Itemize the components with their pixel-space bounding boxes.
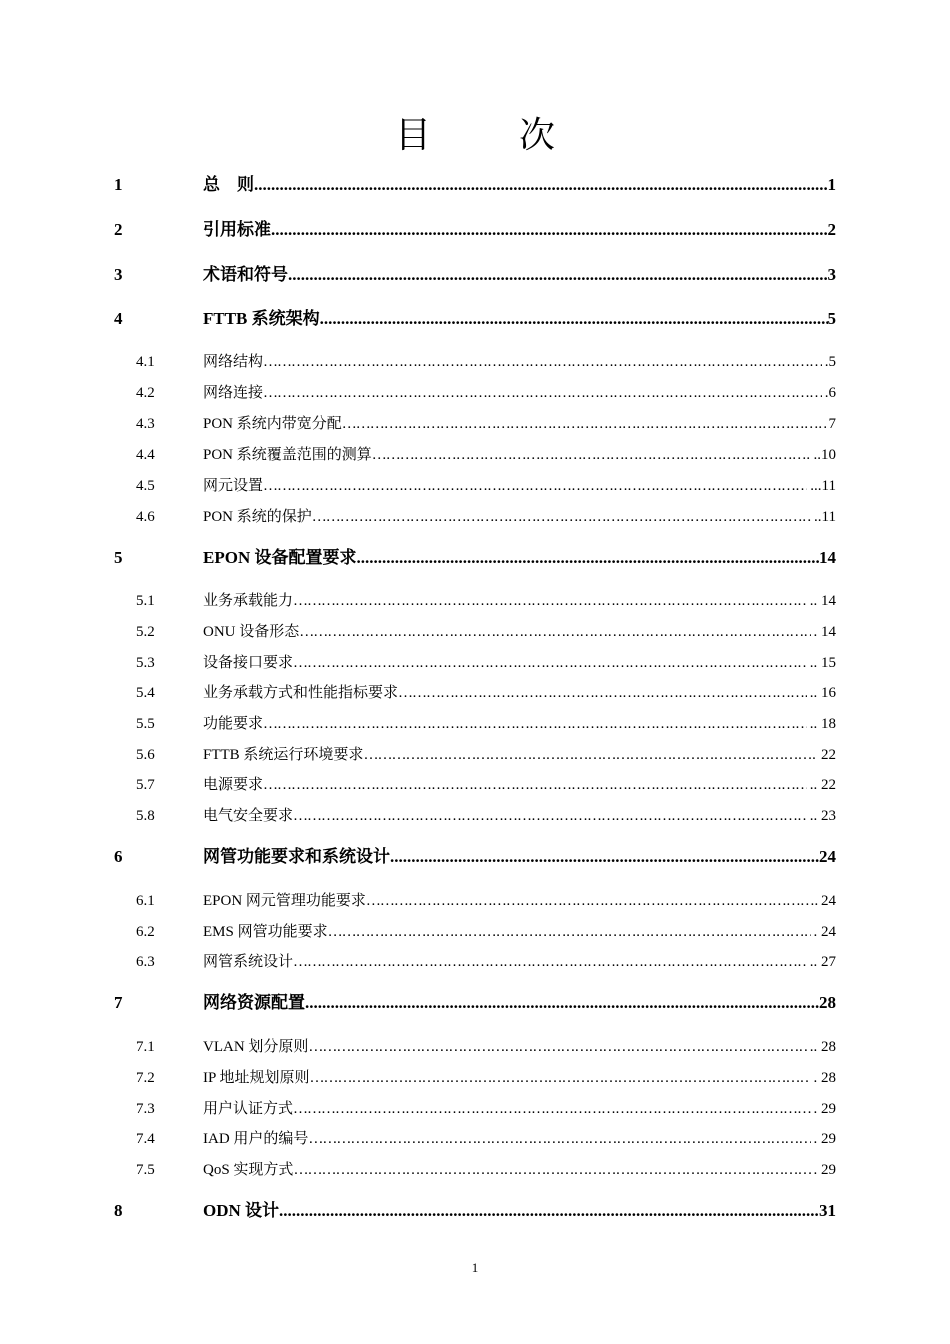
toc-entry-number: 6.2 <box>136 924 155 940</box>
toc-section-entry[interactable] <box>0 1035 950 1059</box>
toc-entry-page: .. 27 <box>809 954 836 970</box>
toc-entry-title: IAD 用户的编号 <box>203 1131 309 1147</box>
toc-entry-title: 网管功能要求和系统设计 <box>203 847 390 866</box>
toc-entry-line <box>203 743 836 767</box>
toc-chapter-entry[interactable] <box>0 845 950 869</box>
toc-section-entry[interactable] <box>0 505 950 529</box>
dot-leader <box>308 1035 806 1059</box>
toc-entry-page: .5 <box>824 354 836 370</box>
toc-section-entry[interactable] <box>0 920 950 944</box>
toc-entry-line <box>203 773 836 797</box>
toc-entry-number: 3 <box>114 265 123 284</box>
toc-entry-page: .. 16 <box>809 685 836 701</box>
toc-entry-number: 4.5 <box>136 478 155 494</box>
toc-entry-number: 7 <box>114 993 123 1012</box>
toc-entry-title: 电气安全要求 <box>203 808 294 824</box>
toc-entry-line <box>203 589 836 613</box>
toc-section-entry[interactable] <box>0 474 950 498</box>
toc-entry-number: 4.4 <box>136 447 155 463</box>
dot-leader <box>263 712 807 736</box>
toc-entry-number: 5.2 <box>136 624 155 640</box>
toc-entry-page: 28 <box>819 993 836 1012</box>
toc-entry-page: 5 <box>827 309 836 328</box>
toc-section-entry[interactable] <box>0 350 950 374</box>
toc-entry-title: 网络连接 <box>203 385 264 401</box>
toc-entry-number: 5.3 <box>136 655 155 671</box>
toc-entry-number: 2 <box>114 220 123 239</box>
toc-entry-line <box>203 350 836 374</box>
toc-entry-number: 4.1 <box>136 354 155 370</box>
toc-entry-number: 5.7 <box>136 777 155 793</box>
toc-entry-line <box>203 307 836 331</box>
dot-leader <box>271 218 828 242</box>
toc-entry-line <box>203 889 836 913</box>
toc-entry-line <box>203 263 836 287</box>
toc-entry-title: 设备接口要求 <box>203 655 294 671</box>
toc-entry-number: 5.4 <box>136 685 155 701</box>
toc-entry-line <box>203 991 836 1015</box>
dot-leader <box>263 350 822 374</box>
toc-section-entry[interactable] <box>0 889 950 913</box>
toc-entry-number: 6.1 <box>136 893 155 909</box>
toc-section-entry[interactable] <box>0 589 950 613</box>
toc-entry-number: 4 <box>114 309 123 328</box>
toc-section-entry[interactable] <box>0 443 950 467</box>
toc-entry-line <box>203 474 836 498</box>
toc-entry-page: 3 <box>827 265 836 284</box>
toc-entry-page: .. 22 <box>809 777 836 793</box>
toc-entry-page: . 24 <box>813 924 836 940</box>
toc-entry-title: EPON 网元管理功能要求 <box>203 893 366 909</box>
toc-section-entry[interactable] <box>0 743 950 767</box>
toc-entry-title: 功能要求 <box>203 716 264 732</box>
toc-entry-number: 7.2 <box>136 1070 155 1086</box>
dot-leader <box>263 381 822 405</box>
toc-entry-page: .. 14 <box>809 593 836 609</box>
toc-entry-title: FTTB 系统运行环境要求 <box>203 747 364 763</box>
toc-entry-page: ...11 <box>810 478 836 494</box>
dot-leader <box>288 263 828 287</box>
dot-leader <box>279 1199 819 1223</box>
toc-chapter-entry[interactable] <box>0 991 950 1015</box>
toc-section-entry[interactable] <box>0 1097 950 1121</box>
dot-leader <box>356 546 819 570</box>
toc-entry-number: 1 <box>114 175 123 194</box>
toc-entry-page: . 29 <box>813 1162 836 1178</box>
toc-entry-number: 4.2 <box>136 385 155 401</box>
dot-leader <box>293 589 807 613</box>
dot-leader <box>293 651 807 675</box>
toc-entry-line <box>203 218 836 242</box>
toc-entry-page: 22 <box>821 747 836 763</box>
toc-entry-number: 5 <box>114 548 123 567</box>
toc-entry-number: 7.3 <box>136 1101 155 1117</box>
toc-entry-title: 电源要求 <box>203 777 264 793</box>
toc-section-entry[interactable] <box>0 412 950 436</box>
toc-entry-page: 31 <box>819 1201 836 1220</box>
toc-entry-title: ODN 设计 <box>203 1201 280 1220</box>
toc-entry-title: EPON 设备配置要求 <box>203 548 357 567</box>
dot-leader <box>293 804 807 828</box>
toc-section-entry[interactable] <box>0 681 950 705</box>
toc-entry-line <box>203 651 836 675</box>
toc-entry-line <box>203 712 836 736</box>
toc-entry-number: 5.5 <box>136 716 155 732</box>
page-number: 1 <box>471 1260 479 1275</box>
dot-leader <box>263 474 807 498</box>
page-title: 目 次 <box>394 115 581 156</box>
toc-entry-title: QoS 实现方式 <box>203 1162 294 1178</box>
toc-section-entry[interactable] <box>0 804 950 828</box>
toc-entry-number: 5.6 <box>136 747 155 763</box>
toc-entry-title: 网络结构 <box>203 354 264 370</box>
toc-entry-number: 5.1 <box>136 593 155 609</box>
toc-entry-line <box>203 920 836 944</box>
dot-leader <box>312 505 811 529</box>
toc-chapter-entry[interactable] <box>0 1199 950 1223</box>
toc-entry-number: 7.4 <box>136 1131 155 1147</box>
toc-entry-title: PON 系统覆盖范围的测算 <box>203 447 372 463</box>
toc-entry-title: 网络资源配置 <box>203 993 305 1012</box>
dot-leader <box>372 443 811 467</box>
toc-entry-page: 2 <box>827 220 836 239</box>
toc-entry-page: . 28 <box>813 1070 836 1086</box>
toc-entry-title: 业务承载能力 <box>203 593 294 609</box>
dot-leader <box>398 681 807 705</box>
toc-entry-line <box>203 1127 836 1151</box>
toc-entry-line <box>203 412 836 436</box>
toc-entry-line <box>203 1158 836 1182</box>
toc-entry-page: 24 <box>821 893 836 909</box>
dot-leader <box>342 412 826 436</box>
dot-leader <box>310 1066 811 1090</box>
dot-leader <box>293 1097 810 1121</box>
toc-entry-line <box>203 546 836 570</box>
toc-entry-title: 网管系统设计 <box>203 954 294 970</box>
toc-chapter-entry[interactable] <box>0 173 950 197</box>
dot-leader <box>254 173 828 197</box>
dot-leader <box>390 845 819 869</box>
toc-entry-page: ..11 <box>814 509 836 525</box>
toc-section-entry[interactable] <box>0 712 950 736</box>
toc-entry-page: .. 18 <box>809 716 836 732</box>
toc-entry-line <box>203 1097 836 1121</box>
toc-entry-line <box>203 1035 836 1059</box>
toc-entry-page: . 29 <box>813 1101 836 1117</box>
toc-entry-number: 7.5 <box>136 1162 155 1178</box>
toc-entry-line <box>203 950 836 974</box>
toc-section-entry[interactable] <box>0 1066 950 1090</box>
dot-leader <box>293 1158 810 1182</box>
toc-entry-title: PON 系统的保护 <box>203 509 312 525</box>
toc-section-entry[interactable] <box>0 620 950 644</box>
dot-leader <box>320 307 828 331</box>
toc-section-entry[interactable] <box>0 1158 950 1182</box>
toc-entry-number: 7.1 <box>136 1039 155 1055</box>
toc-entry-number: 6.3 <box>136 954 155 970</box>
toc-entry-number: 4.6 <box>136 509 155 525</box>
dot-leader <box>366 889 818 913</box>
dot-leader <box>305 991 819 1015</box>
toc-entry-title: VLAN 划分原则 <box>203 1039 309 1055</box>
toc-entry-number: 4.3 <box>136 416 155 432</box>
toc-entry-page: .. 23 <box>809 808 836 824</box>
toc-entry-title: 引用标准 <box>203 220 271 239</box>
toc-entry-page: 14 <box>819 548 836 567</box>
toc-entry-page: .6 <box>824 385 836 401</box>
toc-entry-title: ONU 设备形态 <box>203 624 300 640</box>
toc-chapter-entry[interactable] <box>0 218 950 242</box>
dot-leader <box>263 773 807 797</box>
toc-section-entry[interactable] <box>0 1127 950 1151</box>
toc-entry-page: . 29 <box>813 1131 836 1147</box>
toc-entry-line <box>203 620 836 644</box>
toc-entry-line <box>203 1199 836 1223</box>
toc-entry-title: 网元设置 <box>203 478 264 494</box>
dot-leader <box>293 950 807 974</box>
toc-entry-line <box>203 505 836 529</box>
toc-entry-page: 24 <box>819 847 836 866</box>
toc-entry-line <box>203 1066 836 1090</box>
toc-entry-line <box>203 443 836 467</box>
toc-entry-page: . 14 <box>813 624 836 640</box>
toc-section-entry[interactable] <box>0 651 950 675</box>
dot-leader <box>363 743 818 767</box>
toc-entry-page: .. 15 <box>809 655 836 671</box>
toc-entry-page: .. 28 <box>809 1039 836 1055</box>
toc-chapter-entry[interactable] <box>0 546 950 570</box>
toc-entry-title: PON 系统内带宽分配 <box>203 416 342 432</box>
toc-entry-number: 6 <box>114 847 123 866</box>
toc-entry-line <box>203 681 836 705</box>
toc-entry-number: 5.8 <box>136 808 155 824</box>
toc-entry-title: 总 则 <box>203 175 254 194</box>
dot-leader <box>299 620 810 644</box>
toc-entry-line <box>203 173 836 197</box>
toc-chapter-entry[interactable] <box>0 263 950 287</box>
toc-entry-title: 用户认证方式 <box>203 1101 294 1117</box>
toc-entry-title: 术语和符号 <box>203 265 288 284</box>
toc-section-entry[interactable] <box>0 950 950 974</box>
toc-entry-number: 8 <box>114 1201 123 1220</box>
toc-entry-page: 1 <box>827 175 836 194</box>
toc-entry-title: FTTB 系统架构 <box>203 309 320 328</box>
toc-section-entry[interactable] <box>0 381 950 405</box>
toc-entry-page: 7 <box>828 416 836 432</box>
toc-entry-line <box>203 381 836 405</box>
toc-entry-line <box>203 804 836 828</box>
dot-leader <box>308 1127 810 1151</box>
toc-section-entry[interactable] <box>0 773 950 797</box>
toc-entry-line <box>203 845 836 869</box>
toc-chapter-entry[interactable] <box>0 307 950 331</box>
toc-entry-title: EMS 网管功能要求 <box>203 924 328 940</box>
toc-entry-title: IP 地址规划原则 <box>203 1070 310 1086</box>
toc-entry-page: ..10 <box>813 447 836 463</box>
toc-entry-title: 业务承载方式和性能指标要求 <box>203 685 399 701</box>
dot-leader <box>328 920 811 944</box>
